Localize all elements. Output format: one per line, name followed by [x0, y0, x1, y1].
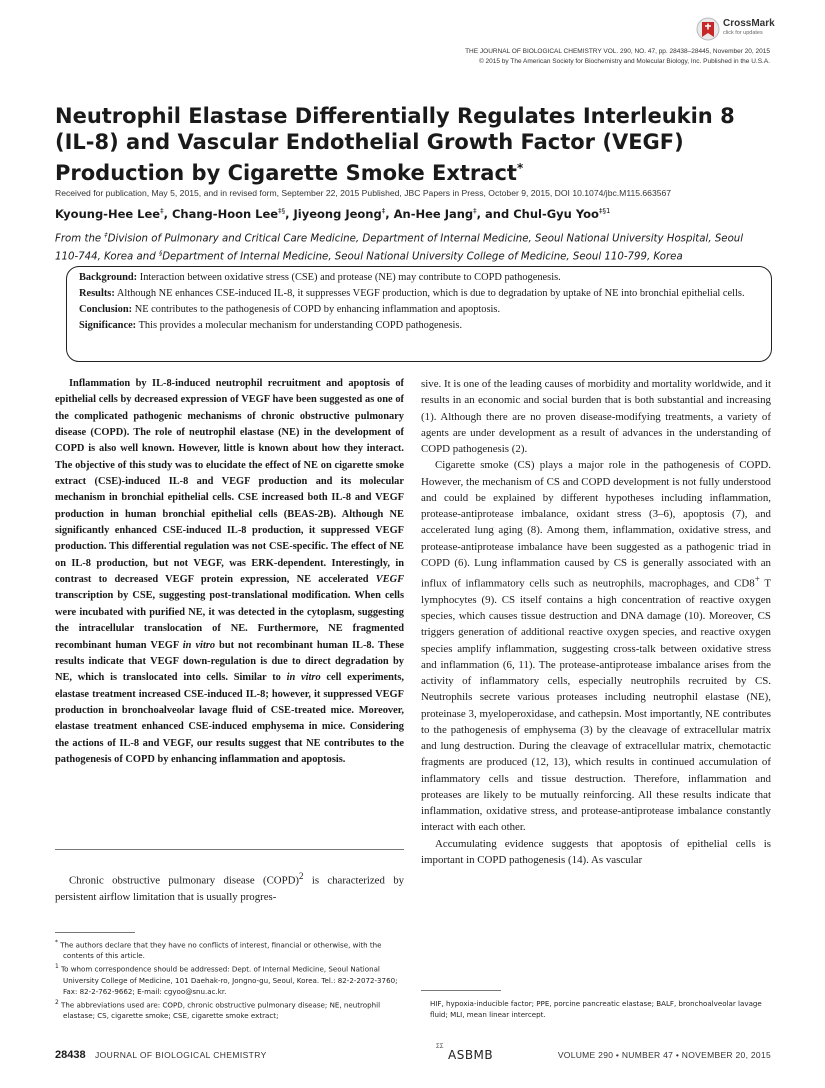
abstract-italic: VEGF: [375, 574, 404, 586]
abstract-text: Inflammation by IL-8-induced neutrophil recruitment and apoptosis of epithelial cells by decreased expression of VEGF have been suggested as one of the complicated pathogenic mechanisms of chronic obstructive pulmonary disease (COPD). The role of neutrophil elastase (NE) in the development of COPD is also well known. However, little is known about how they interact. The objective of this study was to elucidate the effect of NE on cigarette smoke extract (CSE)-induced IL-8 and VEGF production and its molecular mechanism in bronchial epithelial cells. CSE increased both IL-8 and VEGF production in human bronchial epithelial cells (BEAS-2B). Although NE significantly enhanced CSE-induced IL-8 production, it suppressed VEGF production. This differential regulation was not CSE-specific. The effect of NE on IL-8 production, but not VEGF, was ERK-dependent. Interestingly, in contrast to decreased VEGF protein expression, NE accelerated: [55, 378, 404, 586]
footnote-text: To whom correspondence should be addressed: Dept. of Internal Medicine, Seoul National University College of Medicine, 101 Daehak-ro, Jongno-gu, Seoul, Korea. Tel.: 82-2-2072-3760; Fax: 82-2-762-9662; E-mail: cgyoo@snu.ac.kr.: [61, 964, 398, 996]
summary-text: Interaction between oxidative stress (CSE) and protease (NE) may contribute to COPD pathogenesis.: [137, 272, 561, 283]
summary-label: Background:: [79, 272, 138, 283]
footnote: [55, 998, 404, 1021]
footnote-continued: HIF, hypoxia-inducible factor; PPE, porcine pancreatic elastase; BALF, bronchoalveolar lavage fluid; MLI, mean linear intercept.: [430, 999, 762, 1019]
crossmark-badge[interactable]: [696, 17, 780, 43]
title-footnote-mark: *: [516, 161, 524, 175]
summary-results: [79, 286, 759, 302]
intro-paragraph: [55, 868, 404, 905]
author-mark: ‡: [160, 207, 164, 216]
journal-header: [465, 47, 770, 67]
footnote-mark: 1: [55, 964, 59, 971]
footnote-mark: *: [55, 940, 58, 946]
body-paragraph: [421, 457, 771, 835]
author-name: Chang-Hoon Lee: [171, 207, 279, 221]
journal-header-line2: © 2015 by The American Society for Biochemistry and Molecular Biology, Inc. Published in the U.S.A.: [478, 58, 770, 65]
body-paragraph: Accumulating evidence suggests that apoptosis of epithelial cells is important in COPD pathogenesis (14). As vascular: [421, 837, 771, 866]
affiliation-mark: §: [158, 249, 163, 258]
summary-background: [79, 270, 759, 286]
page-footer: [55, 1044, 771, 1063]
article-title-text: Neutrophil Elastase Differentially Regulates Interleukin 8 (IL-8) and Vascular Endothelial Growth Factor (VEGF) Production by Cigarette Smoke Extract: [55, 104, 735, 185]
summary-text: This provides a molecular mechanism for understanding COPD pathogenesis.: [136, 320, 463, 331]
summary-box: [66, 266, 772, 362]
author-name: Kyoung-Hee Lee: [55, 207, 161, 221]
superscript: +: [754, 574, 760, 584]
author-mark: ‡: [381, 207, 386, 216]
footnote-mark: 2: [55, 999, 59, 1006]
author-separator: , and: [476, 207, 514, 221]
crossmark-logo-icon: [696, 17, 720, 43]
abstract-divider: [55, 849, 404, 850]
affiliations: [55, 228, 767, 265]
body-text: Cigarette smoke (CS) plays a major role in the pathogenesis of COPD. However, the mechanism of CS and COPD development is not fully understood and could be explained by different hypotheses including inflammation, protease-antiprotease imbalance, oxidant stress (3–6), apoptosis (7), and accelerated lung aging (8). Among them, inflammation, oxidative stress, and protease-antiprotease imbalance have been suggested as a pathogenic triad in COPD (6). Lung inflammation caused by CS is generally associated with an influx of inflammatory cells such as neutrophils, macrophages, and CD8: [421, 459, 771, 590]
footnotes-left: [55, 938, 404, 1022]
author-name: Jiyeong Jeong: [293, 207, 382, 221]
asbmb-logo: ASBMB: [448, 1048, 494, 1062]
body-paragraph: sive. It is one of the leading causes of morbidity and mortality worldwide, and it results in an economic and social burden that is both substantial and increasing (1). Although there are no proven disease-modifying treatments, a variety of agents are under development as a result of advances in the understanding of COPD pathogenesis (2).: [421, 378, 771, 455]
asbmb-logo-icon: ΣΣ: [436, 1044, 444, 1050]
crossmark-title: CrossMark: [723, 18, 775, 29]
journal-header-line1: THE JOURNAL OF BIOLOGICAL CHEMISTRY VOL. 290, NO. 47, pp. 28438–28445, November 20, 2015: [465, 48, 770, 55]
abstract-text: cell experiments, elastase treatment increased CSE-induced IL-8; however, it suppressed VEGF production in bronchoalveolar lavage fluid of CSE-treated mice. Moreover, elastase treatment enhanced CSE-induced emphysema in mice. Considering the actions of IL-8 and VEGF, our results suggest that NE contributes to the pathogenesis of COPD by enhancing inflammation and apoptosis.: [55, 672, 404, 765]
affiliation-text: Department of Internal Medicine, Seoul National University College of Medicine, Seoul 110-799, Korea: [162, 251, 683, 263]
footnote-rule: [421, 990, 501, 991]
author-list: [55, 207, 775, 221]
crossmark-subtitle: click for updates: [723, 30, 763, 36]
footer-volume: VOLUME 290 • NUMBER 47 • NOVEMBER 20, 2015: [557, 1050, 771, 1060]
footnote-text: The authors declare that they have no conflicts of interest, financial or otherwise, with the contents of this article.: [60, 940, 382, 961]
intro-left: [55, 868, 404, 905]
body-text: T lymphocytes (9). CS itself contains a high concentration of reactive oxygen species, which causes tissue destruction and DNA damage (10). Moreover, CS triggers generation of additional reactive oxygen species, and reactive oxygen species amplify inflammation, suggesting cross-talk between oxidative stress and inflammation (6, 11). The protease-antiprotease imbalance arises from the activity of inflammatory cells, especially neutrophils recruited by CS. Neutrophils secrete various proteases including neutrophil elastase (NE), proteinase 3, myeloperoxidase, and cathepsin. Most importantly, NE contributes to the pathogenesis of emphysema (3) by the cleavage of extracellular matrix and lung destruction. During the cleavage of extracellular matrix, chemotactic fragments are produced (12, 13), which results in continued accumulation of inflammatory cells and tissue destruction. Therefore, inflammation and proteases are likely to be mutually reinforcing. All these results indicate that inflammation, oxidative stress, and protease-antiprotease imbalance constantly interact with each other.: [421, 577, 772, 834]
footer-journal: JOURNAL OF BIOLOGICAL CHEMISTRY: [95, 1050, 267, 1060]
author-mark: ‡: [473, 207, 477, 216]
right-column: [421, 376, 771, 868]
author-separator: ,: [285, 207, 294, 221]
affiliation-mark: ‡: [104, 231, 108, 239]
summary-conclusion: [79, 302, 759, 318]
author-separator: ,: [385, 207, 394, 221]
abstract-paragraph: [55, 376, 404, 768]
summary-significance: [79, 318, 759, 334]
summary-text: NE contributes to the pathogenesis of COPD by enhancing inflammation and apoptosis.: [132, 304, 501, 315]
affiliation-prefix: From the: [55, 233, 105, 245]
footnote-ref: 2: [299, 871, 304, 881]
author-mark: ‡§: [278, 207, 286, 216]
abstract: [55, 376, 404, 768]
article-title: [55, 103, 775, 186]
summary-label: Results:: [79, 288, 115, 299]
author-separator: ,: [163, 207, 172, 221]
abstract-italic: in vitro: [286, 672, 321, 684]
abstract-text: but not recombinant human IL-8. These results indicate that VEGF down-regulation is due to direct degradation by NE, which is translocated into cells. Similar to: [55, 639, 404, 684]
intro-text: is characterized by persistent airflow limitation that is usually progres-: [55, 874, 404, 903]
abstract-text: transcription by CSE, suggesting post-translational modification. When cells were incubated with purified NE, it was detected in the cytoplasm, suggesting the intracellular translocation of NE. Furthermore, NE fragmented recombinant human VEGF: [55, 590, 404, 651]
author-name: Chul-Gyu Yoo: [513, 207, 599, 221]
summary-label: Conclusion:: [79, 304, 133, 315]
abstract-italic: in vitro: [182, 639, 216, 651]
page-number: 28438: [55, 1049, 86, 1061]
intro-text: Chronic obstructive pulmonary disease (COPD): [69, 874, 299, 887]
summary-text: Although NE enhances CSE-induced IL-8, it suppresses VEGF production, which is due to degradation by uptake of NE into bronchial epithelial cells.: [114, 288, 745, 299]
footnote-rule: [55, 932, 135, 933]
author-name: An-Hee Jang: [393, 207, 474, 221]
footnote: [55, 938, 404, 961]
footnote-text: The abbreviations used are: COPD, chronic obstructive pulmonary disease; NE, neutrophil elastase; CS, cigarette smoke; CSE, cigarette smoke extract;: [61, 1000, 381, 1021]
summary-label: Significance:: [79, 320, 137, 331]
received-dates: Received for publication, May 5, 2015, and in revised form, September 22, 2015 Published, JBC Papers in Press, October 9, 2015, DOI 10.1074/jbc.M115.663567: [55, 188, 672, 198]
affiliation-text: Division of Pulmonary and Critical Care Medicine, Department of Internal Medicine, Seoul National University Hospital, Seoul 110-744, Korea and: [55, 233, 744, 263]
footnote: [55, 962, 404, 996]
author-mark: ‡§1: [598, 207, 611, 216]
